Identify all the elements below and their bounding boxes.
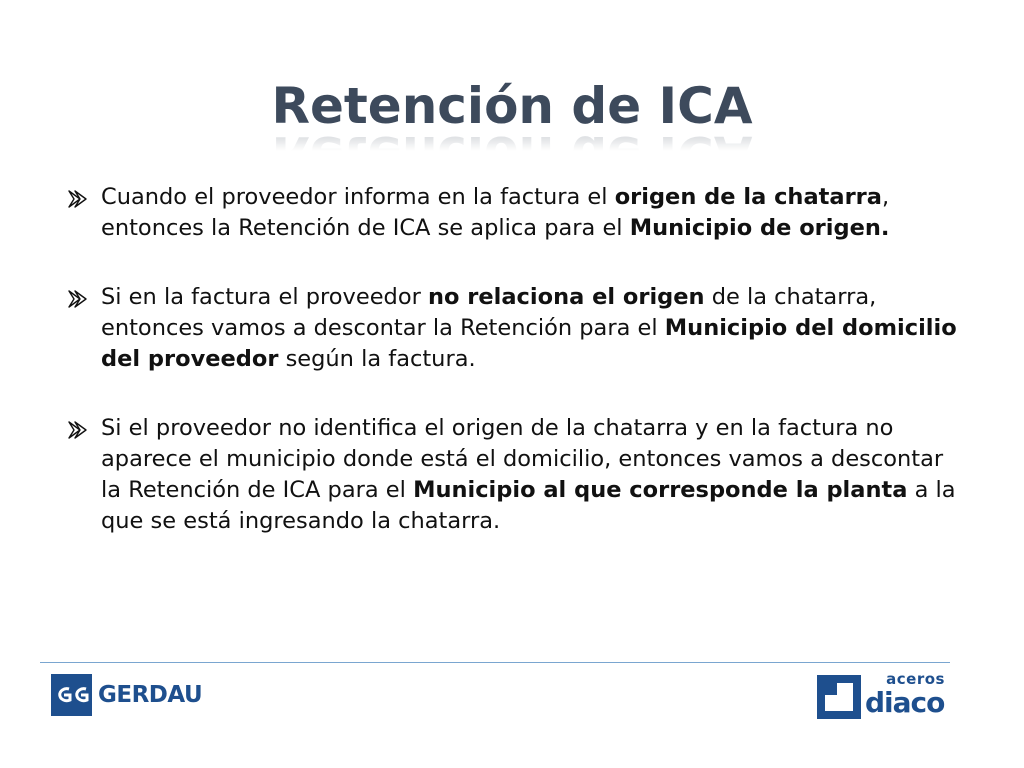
bullet-text: Cuando el proveedor informa en la factura el origen de la chatarra, entonces la Retención de ICA se aplica para el Municipio de origen. xyxy=(101,184,890,241)
arrow-bullet-icon xyxy=(68,421,88,439)
bullet-item xyxy=(68,182,968,244)
gerdau-logo-text: GERDAU xyxy=(98,682,203,708)
bullet-item xyxy=(68,413,968,537)
arrow-bullet-icon xyxy=(68,290,88,308)
gerdau-logo xyxy=(51,674,202,716)
diaco-logo-text: diaco xyxy=(865,686,945,719)
title-container xyxy=(0,74,1024,138)
bullet-text: Si el proveedor no identifica el origen de la chatarra y en la factura no aparece el municipio donde está el domicilio, entonces vamos a descontar la Retención de ICA para el Municipio al que corresponde la planta a la que se está ingresando la chatarra. xyxy=(101,415,956,534)
bullet-item xyxy=(68,282,968,375)
bullet-list xyxy=(68,182,968,575)
diaco-logo-icon xyxy=(817,675,861,719)
slide-title: Retención de ICA xyxy=(271,77,753,135)
footer-divider xyxy=(40,662,950,663)
diaco-aceros-text: aceros xyxy=(886,670,945,688)
diaco-logo xyxy=(817,670,949,720)
bullet-text: Si en la factura el proveedor no relaciona el origen de la chatarra, entonces vamos a descontar la Retención para el Municipio del domicilio del proveedor según la factura. xyxy=(101,284,957,372)
arrow-bullet-icon xyxy=(68,190,88,208)
gerdau-logo-icon xyxy=(51,674,92,716)
